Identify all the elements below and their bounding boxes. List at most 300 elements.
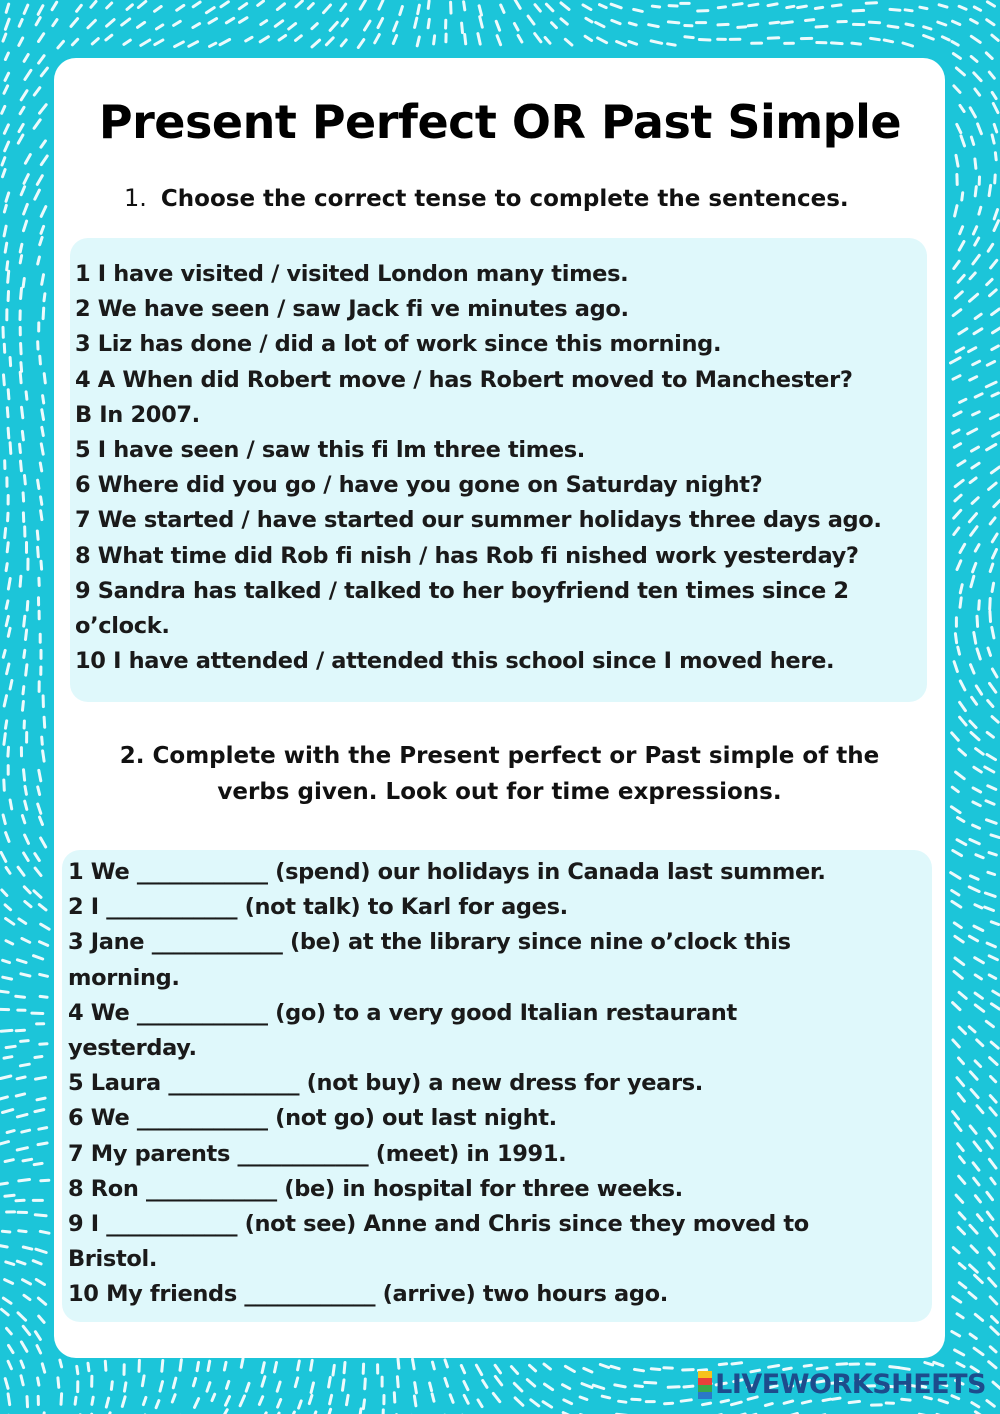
background-dash bbox=[890, 1367, 899, 1368]
background-dash bbox=[17, 1077, 25, 1079]
background-dash bbox=[970, 1265, 978, 1272]
background-dash bbox=[514, 24, 518, 31]
background-dash bbox=[987, 362, 994, 366]
background-dash bbox=[564, 1400, 572, 1404]
background-dash bbox=[341, 4, 346, 10]
background-dash bbox=[942, 37, 949, 40]
background-dash bbox=[798, 6, 807, 8]
background-dash bbox=[959, 1027, 965, 1033]
background-dash bbox=[987, 943, 995, 947]
sentence-line: B In 2007. bbox=[75, 401, 200, 428]
background-dash bbox=[992, 627, 994, 638]
background-dash bbox=[0, 1142, 9, 1145]
background-dash bbox=[990, 1297, 997, 1304]
background-dash bbox=[209, 19, 217, 24]
background-dash bbox=[400, 7, 403, 15]
background-dash bbox=[375, 35, 380, 43]
background-dash bbox=[246, 37, 252, 41]
background-dash bbox=[975, 993, 982, 998]
background-dash bbox=[991, 1042, 998, 1048]
background-dash bbox=[972, 498, 978, 504]
background-dash bbox=[995, 175, 996, 183]
background-dash bbox=[7, 664, 9, 674]
background-dash bbox=[989, 1278, 996, 1286]
background-dash bbox=[42, 737, 43, 744]
background-dash bbox=[955, 495, 961, 501]
background-dash bbox=[4, 226, 6, 236]
background-dash bbox=[6, 919, 14, 925]
background-dash bbox=[994, 210, 997, 219]
background-dash bbox=[6, 833, 9, 842]
background-dash bbox=[970, 721, 976, 728]
background-dash bbox=[23, 1247, 32, 1249]
background-dash bbox=[681, 1400, 691, 1401]
background-dash bbox=[6, 601, 8, 609]
background-dash bbox=[993, 1382, 1000, 1389]
background-dash bbox=[88, 20, 96, 27]
background-dash bbox=[600, 5, 607, 8]
background-dash bbox=[4, 696, 6, 706]
background-dash bbox=[924, 27, 931, 29]
background-dash bbox=[632, 1399, 640, 1400]
background-dash bbox=[804, 1365, 811, 1366]
background-dash bbox=[906, 24, 913, 26]
background-dash bbox=[5, 53, 8, 60]
background-dash bbox=[18, 867, 24, 875]
background-dash bbox=[619, 1401, 626, 1402]
background-dash bbox=[977, 649, 980, 659]
background-dash bbox=[953, 851, 962, 856]
background-dash bbox=[26, 392, 27, 399]
background-dash bbox=[765, 1404, 772, 1406]
background-dash bbox=[699, 40, 710, 41]
background-dash bbox=[22, 1130, 30, 1132]
background-dash bbox=[955, 634, 956, 643]
background-dash bbox=[41, 1180, 49, 1181]
background-dash bbox=[992, 35, 998, 40]
background-dash bbox=[991, 260, 997, 268]
background-dash bbox=[341, 40, 346, 46]
background-dash bbox=[953, 1112, 959, 1120]
background-dash bbox=[969, 1027, 975, 1032]
background-dash bbox=[35, 868, 41, 875]
background-dash bbox=[1, 852, 6, 861]
background-dash bbox=[42, 427, 44, 435]
exercise-1-instruction: Choose the correct tense to complete the sentences. bbox=[160, 186, 849, 212]
background-dash bbox=[465, 35, 466, 44]
background-dash bbox=[38, 1143, 47, 1145]
background-dash bbox=[19, 38, 23, 45]
background-dash bbox=[527, 1380, 534, 1386]
background-dash bbox=[25, 835, 29, 843]
background-dash bbox=[703, 1403, 711, 1405]
background-dash bbox=[565, 39, 572, 45]
background-dash bbox=[0, 1246, 7, 1247]
background-dash bbox=[3, 960, 10, 962]
background-dash bbox=[989, 1362, 996, 1368]
background-dash bbox=[970, 1126, 976, 1133]
background-dash bbox=[21, 363, 22, 372]
background-dash bbox=[991, 1004, 999, 1009]
background-dash bbox=[993, 433, 1000, 437]
background-dash bbox=[973, 412, 980, 415]
background-dash bbox=[987, 279, 992, 284]
background-dash bbox=[91, 1, 96, 7]
background-dash bbox=[10, 681, 12, 690]
background-dash bbox=[953, 54, 960, 59]
background-dash bbox=[853, 10, 864, 11]
background-dash bbox=[312, 24, 317, 29]
background-dash bbox=[193, 1378, 195, 1385]
background-dash bbox=[428, 1, 429, 8]
background-dash bbox=[328, 1409, 331, 1414]
background-dash bbox=[22, 816, 24, 823]
background-dash bbox=[36, 1077, 46, 1079]
background-dash bbox=[989, 975, 996, 979]
background-dash bbox=[26, 665, 27, 675]
background-dash bbox=[3, 977, 12, 979]
background-dash bbox=[23, 279, 24, 287]
background-dash bbox=[987, 755, 996, 760]
background-dash bbox=[951, 873, 960, 879]
background-dash bbox=[501, 5, 504, 12]
background-dash bbox=[240, 18, 248, 23]
background-dash bbox=[849, 1401, 859, 1402]
background-dash bbox=[312, 40, 320, 47]
background-dash bbox=[262, 1377, 265, 1387]
background-dash bbox=[122, 1397, 125, 1407]
background-dash bbox=[36, 18, 40, 25]
background-dash bbox=[952, 901, 961, 907]
background-dash bbox=[985, 767, 994, 772]
background-dash bbox=[973, 825, 980, 828]
background-dash bbox=[668, 44, 676, 45]
background-dash bbox=[33, 1261, 41, 1264]
background-dash bbox=[511, 1367, 517, 1374]
background-dash bbox=[585, 36, 592, 40]
background-dash bbox=[358, 40, 364, 48]
background-dash bbox=[38, 804, 41, 813]
background-dash bbox=[990, 564, 993, 572]
sentence-line: 4 We ____________ (go) to a very good Italian restaurant bbox=[68, 999, 737, 1026]
background-dash bbox=[478, 34, 480, 45]
background-dash bbox=[973, 227, 976, 234]
background-dash bbox=[600, 1365, 608, 1368]
background-dash bbox=[21, 974, 30, 976]
background-dash bbox=[34, 1163, 42, 1164]
background-dash bbox=[994, 500, 1000, 506]
background-dash bbox=[415, 1383, 417, 1393]
background-dash bbox=[324, 5, 331, 13]
background-dash bbox=[40, 942, 48, 946]
background-dash bbox=[958, 818, 964, 822]
background-dash bbox=[138, 1, 145, 7]
background-dash bbox=[543, 1402, 552, 1407]
background-dash bbox=[434, 36, 435, 44]
background-dash bbox=[535, 34, 541, 42]
background-dash bbox=[602, 1396, 609, 1398]
background-dash bbox=[207, 1383, 210, 1392]
background-dash bbox=[612, 20, 620, 23]
background-dash bbox=[378, 19, 383, 28]
exercise-2-heading bbox=[54, 738, 945, 810]
background-dash bbox=[990, 1108, 996, 1115]
background-dash bbox=[174, 21, 181, 25]
background-dash bbox=[955, 936, 963, 942]
background-dash bbox=[939, 5, 947, 7]
background-dash bbox=[953, 1003, 960, 1010]
background-dash bbox=[954, 528, 959, 535]
background-dash bbox=[226, 1397, 230, 1406]
background-dash bbox=[37, 1346, 41, 1353]
background-dash bbox=[546, 4, 553, 11]
background-dash bbox=[528, 16, 534, 24]
background-dash bbox=[5, 905, 11, 910]
background-dash bbox=[988, 701, 993, 707]
background-dash bbox=[496, 21, 499, 30]
background-dash bbox=[44, 717, 45, 727]
background-dash bbox=[39, 34, 44, 42]
background-dash bbox=[552, 23, 557, 28]
background-dash bbox=[989, 185, 991, 195]
background-dash bbox=[289, 24, 296, 29]
background-dash bbox=[6, 721, 7, 728]
sentence-line: 9 Sandra has talked / talked to her boyfriend ten times since 2 bbox=[75, 577, 849, 604]
background-dash bbox=[4, 1057, 12, 1058]
background-dash bbox=[4, 375, 5, 385]
background-dash bbox=[635, 1386, 642, 1387]
background-dash bbox=[23, 493, 24, 501]
background-dash bbox=[19, 919, 26, 924]
sentence-line: 3 Liz has done / did a lot of work since this morning. bbox=[75, 331, 722, 358]
background-dash bbox=[973, 788, 981, 792]
background-dash bbox=[617, 42, 626, 46]
background-dash bbox=[4, 734, 5, 745]
background-dash bbox=[221, 2, 228, 7]
background-dash bbox=[976, 749, 984, 755]
background-dash bbox=[959, 329, 967, 334]
background-dash bbox=[971, 733, 979, 740]
background-dash bbox=[920, 7, 927, 8]
background-dash bbox=[418, 5, 420, 14]
sentence-line: 5 Laura ____________ (not buy) a new dress for years. bbox=[68, 1070, 703, 1097]
background-dash bbox=[21, 1376, 23, 1385]
background-dash bbox=[6, 941, 13, 944]
background-dash bbox=[990, 599, 991, 610]
background-dash bbox=[954, 972, 962, 979]
background-dash bbox=[6, 564, 7, 571]
background-dash bbox=[398, 1359, 399, 1368]
background-dash bbox=[634, 9, 643, 11]
background-dash bbox=[43, 751, 45, 761]
background-dash bbox=[0, 1183, 7, 1184]
background-dash bbox=[992, 717, 998, 723]
background-dash bbox=[973, 563, 976, 571]
background-dash bbox=[974, 1348, 983, 1354]
background-dash bbox=[41, 68, 47, 76]
background-dash bbox=[960, 585, 962, 593]
background-dash bbox=[359, 1409, 361, 1414]
background-dash bbox=[5, 1280, 13, 1284]
background-dash bbox=[977, 616, 978, 626]
background-dash bbox=[21, 1342, 27, 1351]
background-dash bbox=[262, 1363, 264, 1373]
background-dash bbox=[413, 1359, 415, 1369]
background-dash bbox=[769, 1366, 779, 1368]
background-dash bbox=[21, 1361, 24, 1368]
background-dash bbox=[975, 314, 981, 318]
background-dash bbox=[986, 53, 992, 59]
background-dash bbox=[5, 1195, 14, 1196]
background-dash bbox=[476, 1365, 481, 1374]
background-dash bbox=[975, 1061, 981, 1067]
background-dash bbox=[5, 529, 6, 538]
background-dash bbox=[156, 1401, 159, 1408]
background-dash bbox=[226, 18, 233, 23]
background-dash bbox=[430, 1383, 432, 1391]
background-dash bbox=[40, 817, 43, 824]
background-dash bbox=[514, 1383, 522, 1391]
background-dash bbox=[10, 443, 11, 454]
background-dash bbox=[275, 21, 282, 27]
background-dash bbox=[106, 35, 112, 40]
background-dash bbox=[35, 1215, 46, 1216]
background-dash bbox=[962, 193, 963, 200]
background-dash bbox=[651, 41, 662, 43]
background-dash bbox=[92, 39, 98, 44]
background-dash bbox=[535, 5, 540, 11]
background-dash bbox=[8, 390, 9, 399]
background-dash bbox=[295, 1378, 297, 1387]
background-dash bbox=[939, 1400, 947, 1403]
background-dash bbox=[38, 257, 40, 264]
background-dash bbox=[35, 1332, 40, 1340]
background-dash bbox=[39, 56, 45, 63]
background-dash bbox=[220, 40, 230, 45]
background-dash bbox=[26, 630, 27, 640]
background-dash bbox=[41, 838, 46, 847]
background-dash bbox=[60, 1360, 62, 1367]
background-dash bbox=[478, 1400, 482, 1407]
background-dash bbox=[24, 221, 27, 231]
background-dash bbox=[461, 1366, 464, 1373]
background-dash bbox=[988, 786, 996, 790]
sentence-line: o’clock. bbox=[75, 613, 170, 640]
background-dash bbox=[959, 1176, 965, 1183]
background-dash bbox=[222, 1410, 227, 1414]
background-dash bbox=[333, 1365, 334, 1375]
sentence-line: 6 We ____________ (not go) out last night. bbox=[68, 1105, 557, 1132]
background-dash bbox=[992, 534, 997, 542]
background-dash bbox=[197, 1362, 198, 1370]
background-dash bbox=[77, 1366, 78, 1373]
background-dash bbox=[8, 271, 9, 282]
background-dash bbox=[969, 887, 979, 892]
background-dash bbox=[21, 344, 22, 354]
background-dash bbox=[25, 786, 26, 794]
background-dash bbox=[162, 1361, 163, 1372]
background-dash bbox=[972, 697, 977, 704]
exercise-2-sentences bbox=[68, 855, 928, 1313]
background-dash bbox=[989, 1248, 994, 1255]
background-dash bbox=[35, 190, 40, 199]
background-dash bbox=[615, 1385, 625, 1387]
brand-name: LIVEWORKSHEETS bbox=[715, 1369, 986, 1400]
background-dash bbox=[991, 835, 999, 838]
background-dash bbox=[869, 22, 879, 23]
background-dash bbox=[7, 543, 8, 552]
background-dash bbox=[77, 5, 82, 11]
background-dash bbox=[989, 72, 994, 78]
background-dash bbox=[721, 1400, 728, 1402]
background-dash bbox=[21, 461, 22, 471]
background-dash bbox=[363, 1400, 364, 1409]
background-dash bbox=[986, 801, 994, 804]
background-dash bbox=[311, 1383, 313, 1393]
background-dash bbox=[44, 294, 45, 301]
background-dash bbox=[8, 1361, 11, 1368]
background-dash bbox=[530, 1365, 536, 1371]
background-dash bbox=[733, 4, 742, 5]
background-dash bbox=[72, 39, 77, 45]
background-dash bbox=[990, 611, 991, 621]
background-dash bbox=[155, 40, 163, 45]
background-dash bbox=[971, 665, 975, 673]
background-dash bbox=[22, 431, 23, 440]
background-dash bbox=[952, 1332, 960, 1336]
background-dash bbox=[586, 18, 592, 22]
background-dash bbox=[975, 545, 979, 552]
background-dash bbox=[957, 1314, 963, 1318]
background-dash bbox=[545, 1384, 553, 1390]
background-dash bbox=[71, 19, 78, 27]
background-dash bbox=[0, 991, 8, 992]
background-dash bbox=[38, 480, 39, 488]
background-dash bbox=[987, 1192, 993, 1199]
sentence-line: yesterday. bbox=[68, 1035, 197, 1062]
background-dash bbox=[924, 36, 934, 40]
background-dash bbox=[975, 905, 982, 908]
background-dash bbox=[21, 187, 24, 195]
background-dash bbox=[42, 275, 44, 285]
background-dash bbox=[987, 1141, 993, 1148]
background-dash bbox=[970, 1072, 977, 1080]
background-dash bbox=[969, 1293, 976, 1299]
background-dash bbox=[988, 872, 995, 874]
background-dash bbox=[992, 583, 994, 591]
background-dash bbox=[977, 1215, 982, 1221]
background-dash bbox=[991, 1228, 997, 1236]
background-dash bbox=[958, 461, 965, 466]
background-dash bbox=[19, 1231, 26, 1232]
background-dash bbox=[6, 193, 9, 201]
background-dash bbox=[974, 329, 982, 334]
background-dash bbox=[890, 9, 900, 10]
background-dash bbox=[953, 1248, 959, 1253]
background-dash bbox=[992, 346, 999, 350]
background-dash bbox=[960, 681, 965, 690]
background-dash bbox=[784, 1401, 793, 1403]
background-dash bbox=[960, 399, 966, 402]
background-dash bbox=[806, 20, 814, 21]
liveworksheets-brand[interactable] bbox=[698, 1369, 986, 1400]
background-dash bbox=[972, 463, 979, 468]
background-dash bbox=[10, 358, 11, 366]
background-dash bbox=[684, 1386, 693, 1387]
background-dash bbox=[953, 1297, 961, 1302]
background-dash bbox=[278, 1400, 281, 1408]
background-dash bbox=[991, 1178, 995, 1184]
